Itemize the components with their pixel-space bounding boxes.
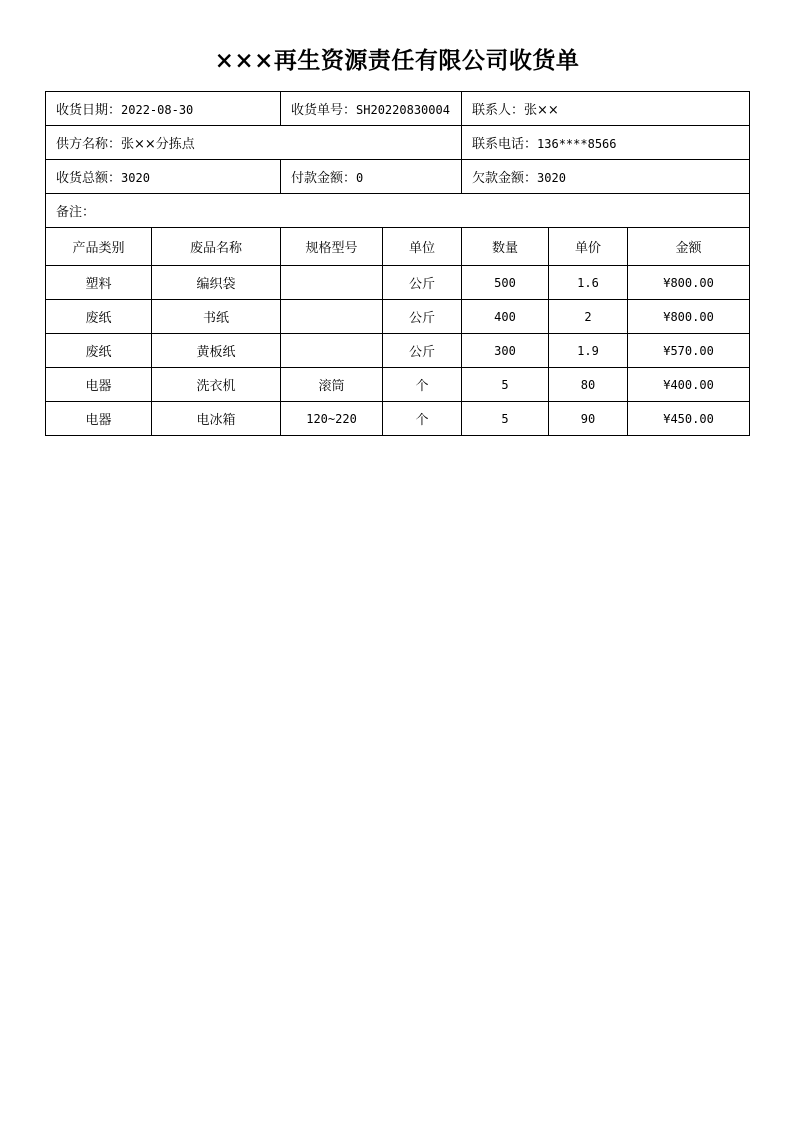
amount-cell: ¥800.00 bbox=[628, 300, 750, 334]
unit-cell: 公斤 bbox=[383, 334, 462, 368]
total-label: 收货总额： bbox=[56, 171, 122, 186]
amount-cell: ¥800.00 bbox=[628, 266, 750, 300]
column-header: 单位 bbox=[383, 228, 462, 266]
receipt-date-cell bbox=[46, 92, 281, 126]
unit-cell: 公斤 bbox=[383, 266, 462, 300]
column-header: 单价 bbox=[549, 228, 628, 266]
category-cell: 废纸 bbox=[46, 334, 152, 368]
name-cell: 电冰箱 bbox=[152, 402, 281, 436]
spec-cell: 120~220 bbox=[281, 402, 383, 436]
table-row bbox=[46, 266, 750, 300]
remark-label: 备注： bbox=[56, 205, 96, 220]
qty-cell: 5 bbox=[462, 402, 549, 436]
column-header: 数量 bbox=[462, 228, 549, 266]
receipt-no-value: SH20220830004 bbox=[356, 103, 450, 117]
receipt-no-label: 收货单号： bbox=[291, 103, 357, 118]
paid-value: 0 bbox=[356, 171, 364, 185]
owed-cell bbox=[462, 160, 750, 194]
name-cell: 洗衣机 bbox=[152, 368, 281, 402]
qty-cell: 400 bbox=[462, 300, 549, 334]
column-header: 金额 bbox=[628, 228, 750, 266]
qty-cell: 300 bbox=[462, 334, 549, 368]
paid-cell bbox=[281, 160, 462, 194]
spec-cell bbox=[281, 334, 383, 368]
info-row-2 bbox=[46, 126, 750, 160]
spec-cell bbox=[281, 266, 383, 300]
info-row-1 bbox=[46, 92, 750, 126]
contact-cell bbox=[462, 92, 750, 126]
supplier-cell bbox=[46, 126, 462, 160]
column-header: 规格型号 bbox=[281, 228, 383, 266]
total-value: 3020 bbox=[121, 171, 150, 185]
supplier-label: 供方名称： bbox=[56, 137, 122, 152]
table-row bbox=[46, 402, 750, 436]
category-cell: 塑料 bbox=[46, 266, 152, 300]
column-header: 废品名称 bbox=[152, 228, 281, 266]
contact-value: 张×× bbox=[524, 103, 559, 118]
table-row bbox=[46, 334, 750, 368]
total-cell bbox=[46, 160, 281, 194]
spec-cell: 滚筒 bbox=[281, 368, 383, 402]
receipt-table bbox=[45, 91, 750, 436]
amount-cell: ¥450.00 bbox=[628, 402, 750, 436]
paid-label: 付款金额： bbox=[291, 171, 357, 186]
phone-label: 联系电话： bbox=[472, 137, 538, 152]
unit-cell: 公斤 bbox=[383, 300, 462, 334]
receipt-date-label: 收货日期： bbox=[56, 103, 122, 118]
name-cell: 黄板纸 bbox=[152, 334, 281, 368]
spec-cell bbox=[281, 300, 383, 334]
page-title: ×××再生资源责任有限公司收货单 bbox=[214, 47, 580, 74]
table-row bbox=[46, 368, 750, 402]
unit-cell: 个 bbox=[383, 402, 462, 436]
name-cell: 书纸 bbox=[152, 300, 281, 334]
qty-cell: 500 bbox=[462, 266, 549, 300]
price-cell: 80 bbox=[549, 368, 628, 402]
table-row bbox=[46, 300, 750, 334]
remark-cell bbox=[46, 194, 750, 228]
category-cell: 电器 bbox=[46, 368, 152, 402]
owed-label: 欠款金额： bbox=[472, 171, 538, 186]
price-cell: 90 bbox=[549, 402, 628, 436]
owed-value: 3020 bbox=[537, 171, 566, 185]
price-cell: 2 bbox=[549, 300, 628, 334]
supplier-value: 张××分拣点 bbox=[121, 137, 195, 152]
phone-cell bbox=[462, 126, 750, 160]
info-row-3 bbox=[46, 160, 750, 194]
remark-row bbox=[46, 194, 750, 228]
category-cell: 废纸 bbox=[46, 300, 152, 334]
receipt-no-cell bbox=[281, 92, 462, 126]
contact-label: 联系人： bbox=[472, 103, 525, 118]
price-cell: 1.6 bbox=[549, 266, 628, 300]
amount-cell: ¥400.00 bbox=[628, 368, 750, 402]
column-header-row bbox=[46, 228, 750, 266]
column-header: 产品类别 bbox=[46, 228, 152, 266]
receipt-date-value: 2022-08-30 bbox=[121, 103, 194, 117]
phone-value: 136****8566 bbox=[537, 137, 617, 151]
price-cell: 1.9 bbox=[549, 334, 628, 368]
unit-cell: 个 bbox=[383, 368, 462, 402]
amount-cell: ¥570.00 bbox=[628, 334, 750, 368]
qty-cell: 5 bbox=[462, 368, 549, 402]
category-cell: 电器 bbox=[46, 402, 152, 436]
name-cell: 编织袋 bbox=[152, 266, 281, 300]
